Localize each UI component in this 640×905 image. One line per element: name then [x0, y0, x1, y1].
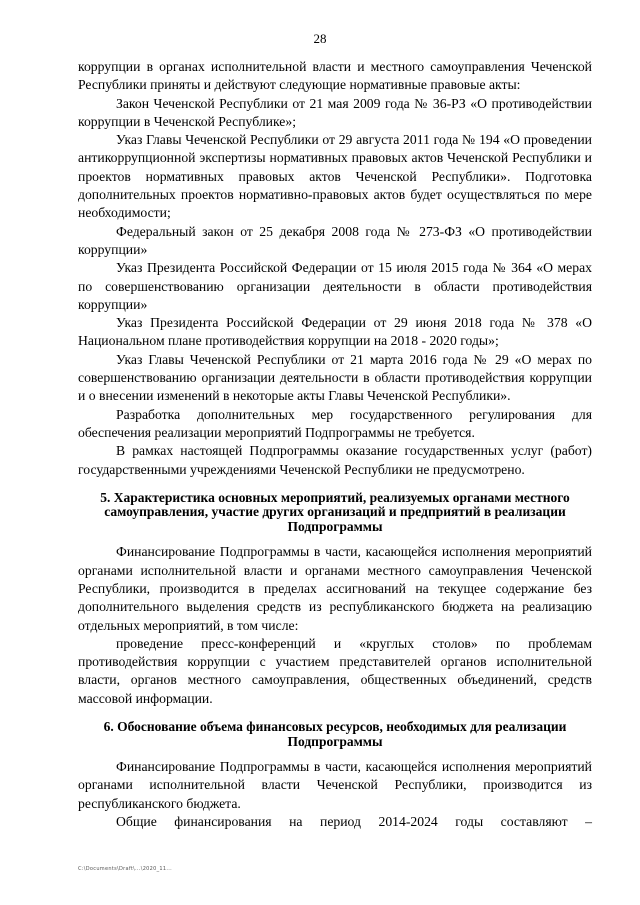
section-heading-5: 5. Характеристика основных мероприятий, реализуемых органами местного самоуправления, участие других организаций и предприятий в реализации Подпрограммы	[100, 489, 570, 534]
paragraph-press-conferences: проведение пресс-конференций и «круглых столов» по проблемам противодействия коррупции с участием представителей органов исполнительной власти, органов местного самоуправления, общественных объединений, средств массовой информации.	[78, 635, 592, 706]
section-heading-6: 6. Обоснование объема финансовых ресурсов, необходимых для реализации Подпрограммы	[103, 719, 567, 749]
paragraph-services: В рамках настоящей Подпрограммы оказание государственных услуг (работ) государственными учреждениями Чеченской Республики не предусмотрено.	[78, 443, 592, 477]
paragraph-financing-6: Финансирование Подпрограммы в части, касающейся исполнения мероприятий органами исполнительной власти Чеченской Республики, производится из республиканского бюджета.	[78, 759, 592, 811]
footer-file-path: C:\Documents\Draft\...\2020_11...	[78, 866, 173, 872]
paragraph-decree-194: Указ Главы Чеченской Республики от 29 августа 2011 года № 194 «О проведении антикоррупционной экспертизы нормативных правовых актов Чеченской Республики и проектов нормативных правовых актов Чеченской Республики». Подготовка дополнительных проектов нормативно-правовых актов будет осуществляться по мере необходимости;	[78, 132, 592, 221]
paragraph-federal-law-273fz: Федеральный закон от 25 декабря 2008 года № 273-ФЗ «О противодействии коррупции»	[78, 223, 592, 257]
paragraph-decree-378: Указ Президента Российской Федерации от 29 июня 2018 года № 378 «О Национальном плане противодействия коррупции на 2018 - 2020 годы»;	[78, 315, 592, 349]
page-number: 28	[313, 31, 327, 46]
paragraph-decree-29: Указ Главы Чеченской Республики от 21 марта 2016 года № 29 «О мерах по совершенствованию организации деятельности в области противодействия коррупции и о внесении изменений в некоторые акты Главы Чеченской Республики».	[78, 351, 592, 404]
paragraph-law-36rz: Закон Чеченской Республики от 21 мая 2009 года № 36-РЗ «О противодействии коррупции в Чеченской Республике»;	[78, 95, 592, 129]
paragraph-financing-5: Финансирование Подпрограммы в части, касающейся исполнения мероприятий органами исполнительной власти и органами местного самоуправления Чеченской Республики, производится в пределах ассигнований на текущее содержание без дополнительного выделения средств из республиканского бюджета на реализацию отдельных мероприятий, в том числе:	[78, 544, 592, 633]
paragraph-intro: коррупции в органах исполнительной власти и местного самоуправления Чеченской Республики приняты и действуют следующие нормативные правовые акты:	[78, 59, 592, 93]
document-body	[78, 58, 592, 831]
paragraph-decree-364: Указ Президента Российской Федерации от 15 июля 2015 года № 364 «О мерах по совершенствованию организации деятельности в области противодействия коррупции»	[78, 260, 592, 312]
paragraph-total-financing: Общие финансирования на период 2014-2024 годы составляют –	[116, 813, 592, 829]
paragraph-additional-measures: Разработка дополнительных мер государственного регулирования для обеспечения реализации мероприятий Подпрограммы не требуется.	[78, 406, 592, 440]
